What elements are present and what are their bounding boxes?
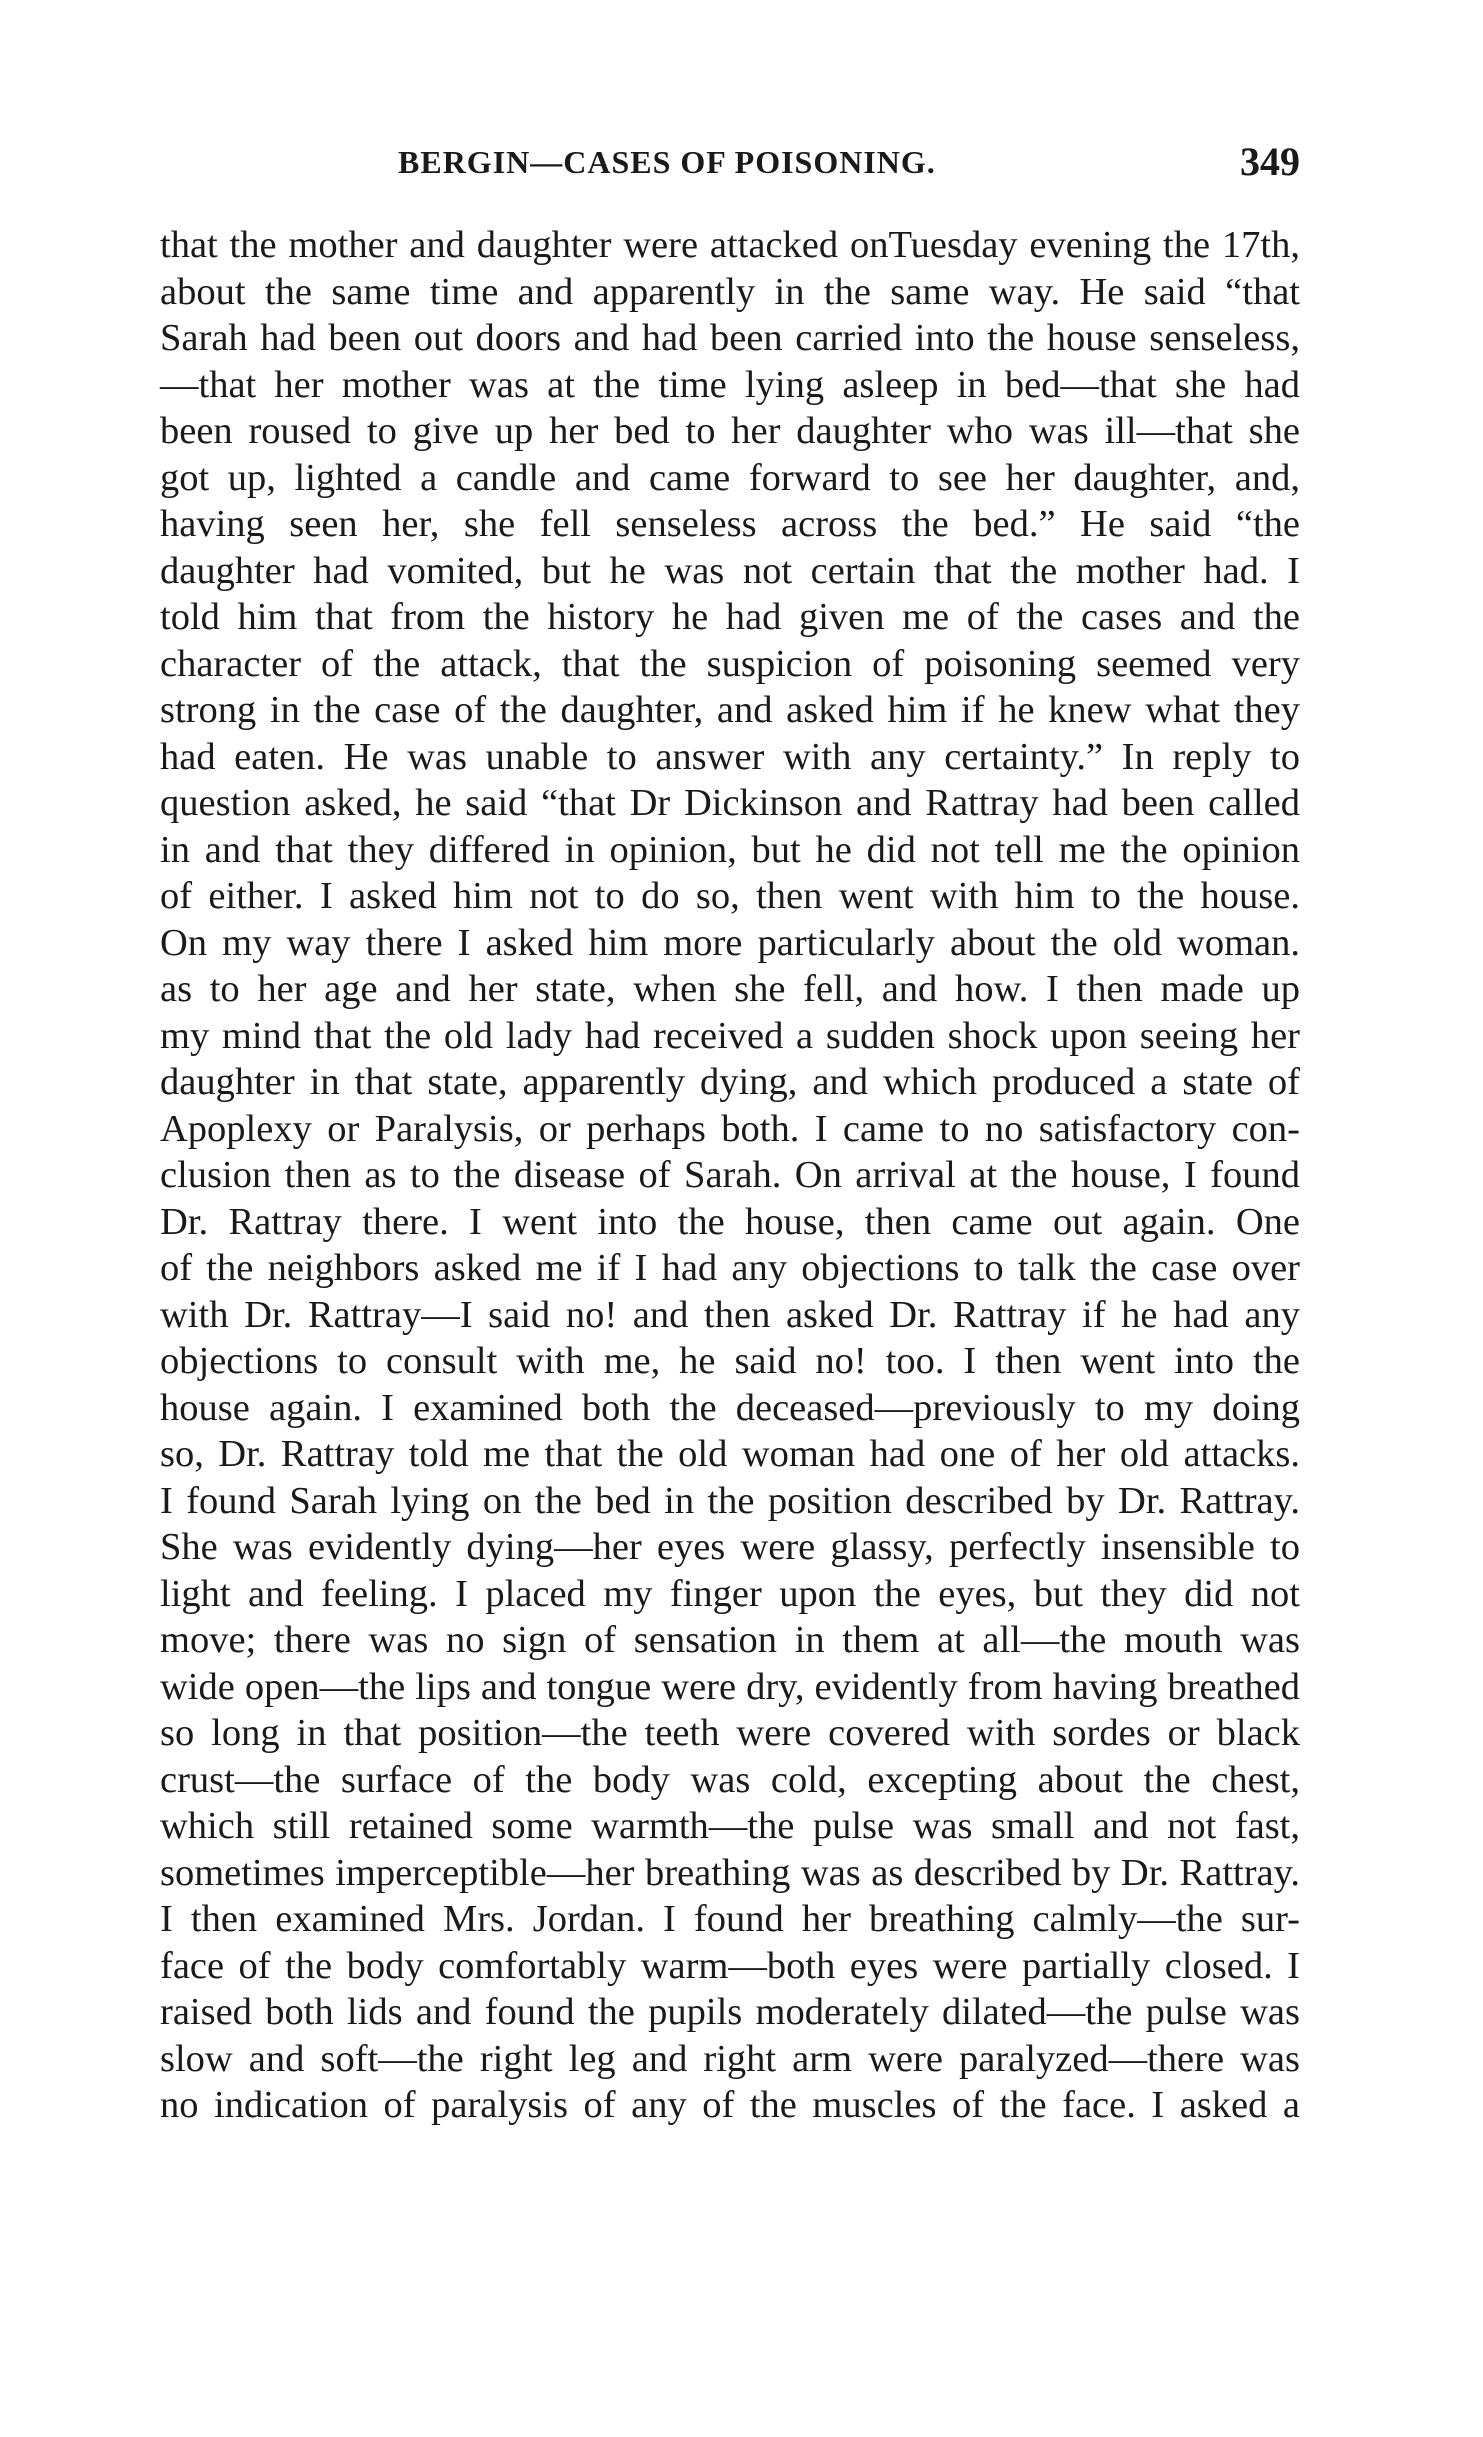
text-line: On my way there I asked him more particularly about the old woman. xyxy=(160,921,1300,964)
text-line: had eaten. He was unable to answer with any certainty.” In reply to xyxy=(160,735,1300,778)
text-line: house again. I examined both the deceased—previously to my doing xyxy=(160,1386,1300,1429)
text-line: raised both lids and found the pupils moderately dilated—the pulse was xyxy=(160,1991,1300,2033)
text-line: I found Sarah lying on the bed in the position described by Dr. Rattray. xyxy=(160,1479,1300,1522)
text-line: so, Dr. Rattray told me that the old woman had one of her old attacks. xyxy=(160,1433,1300,1475)
text-line: clusion then as to the disease of Sarah. On arrival at the house, I found xyxy=(160,1154,1300,1196)
running-head xyxy=(160,138,1300,188)
text-line: Dr. Rattray there. I went into the house, then came out again. One xyxy=(160,1200,1300,1243)
text-line: no indication of paralysis of any of the muscles of the face. I asked a xyxy=(160,2084,1300,2126)
text-line: move; there was no sign of sensation in them at all—the mouth was xyxy=(160,1619,1300,1661)
text-line: having seen her, she fell senseless across the bed.” He said “the xyxy=(160,503,1300,545)
text-line: so long in that position—the teeth were covered with sordes or black xyxy=(160,1712,1300,1754)
text-line: strong in the case of the daughter, and asked him if he knew what they xyxy=(160,689,1300,731)
text-line: sometimes imperceptible—her breathing was as described by Dr. Rattray. xyxy=(160,1851,1300,1894)
text-line: daughter had vomited, but he was not certain that the mother had. I xyxy=(160,549,1300,592)
text-line: in and that they differed in opinion, but he did not tell me the opinion xyxy=(160,828,1300,871)
text-line: which still retained some warmth—the pulse was small and not fast, xyxy=(160,1805,1300,1847)
text-line: objections to consult with me, he said no! too. I then went into the xyxy=(160,1340,1300,1382)
text-line: She was evidently dying—her eyes were glassy, perfectly insensible to xyxy=(160,1526,1300,1568)
text-line: got up, lighted a candle and came forward to see her daughter, and, xyxy=(160,456,1300,499)
text-line: Sarah had been out doors and had been carried into the house senseless, xyxy=(160,317,1300,359)
running-title: BERGIN—CASES OF POISONING. xyxy=(398,144,936,180)
text-line: slow and soft—the right leg and right arm were paralyzed—there was xyxy=(160,2037,1300,2080)
body-text xyxy=(160,222,1300,2129)
text-line: of the neighbors asked me if I had any objections to talk the case over xyxy=(160,1247,1300,1289)
text-line: wide open—the lips and tongue were dry, evidently from having breathed xyxy=(160,1665,1300,1708)
text-line: as to her age and her state, when she fell, and how. I then made up xyxy=(160,968,1300,1010)
text-line: told him that from the history he had given me of the cases and the xyxy=(160,596,1300,638)
text-line: of either. I asked him not to do so, then went with him to the house. xyxy=(160,875,1300,917)
text-line: about the same time and apparently in the same way. He said “that xyxy=(160,270,1300,313)
text-line: with Dr. Rattray—I said no! and then asked Dr. Rattray if he had any xyxy=(160,1293,1300,1336)
text-line: question asked, he said “that Dr Dickinson and Rattray had been called xyxy=(160,782,1300,824)
text-line: daughter in that state, apparently dying, and which produced a state of xyxy=(160,1061,1300,1103)
text-line: light and feeling. I placed my finger upon the eyes, but they did not xyxy=(160,1572,1300,1615)
text-line: been roused to give up her bed to her daughter who was ill—that she xyxy=(160,410,1300,452)
text-line: character of the attack, that the suspicion of poisoning seemed very xyxy=(160,642,1300,685)
text-line: that the mother and daughter were attacked onTuesday evening the 17th, xyxy=(160,224,1300,266)
page-number: 349 xyxy=(1240,139,1300,184)
text-line: —that her mother was at the time lying asleep in bed—that she had xyxy=(160,363,1300,406)
text-line: face of the body comfortably warm—both eyes were partially closed. I xyxy=(160,1944,1300,1987)
text-line: my mind that the old lady had received a sudden shock upon seeing her xyxy=(160,1014,1300,1057)
text-line: I then examined Mrs. Jordan. I found her breathing calmly—the sur- xyxy=(160,1898,1300,1940)
text-line: crust—the surface of the body was cold, excepting about the chest, xyxy=(160,1758,1300,1801)
text-line: Apoplexy or Paralysis, or perhaps both. I came to no satisfactory con- xyxy=(160,1107,1300,1150)
